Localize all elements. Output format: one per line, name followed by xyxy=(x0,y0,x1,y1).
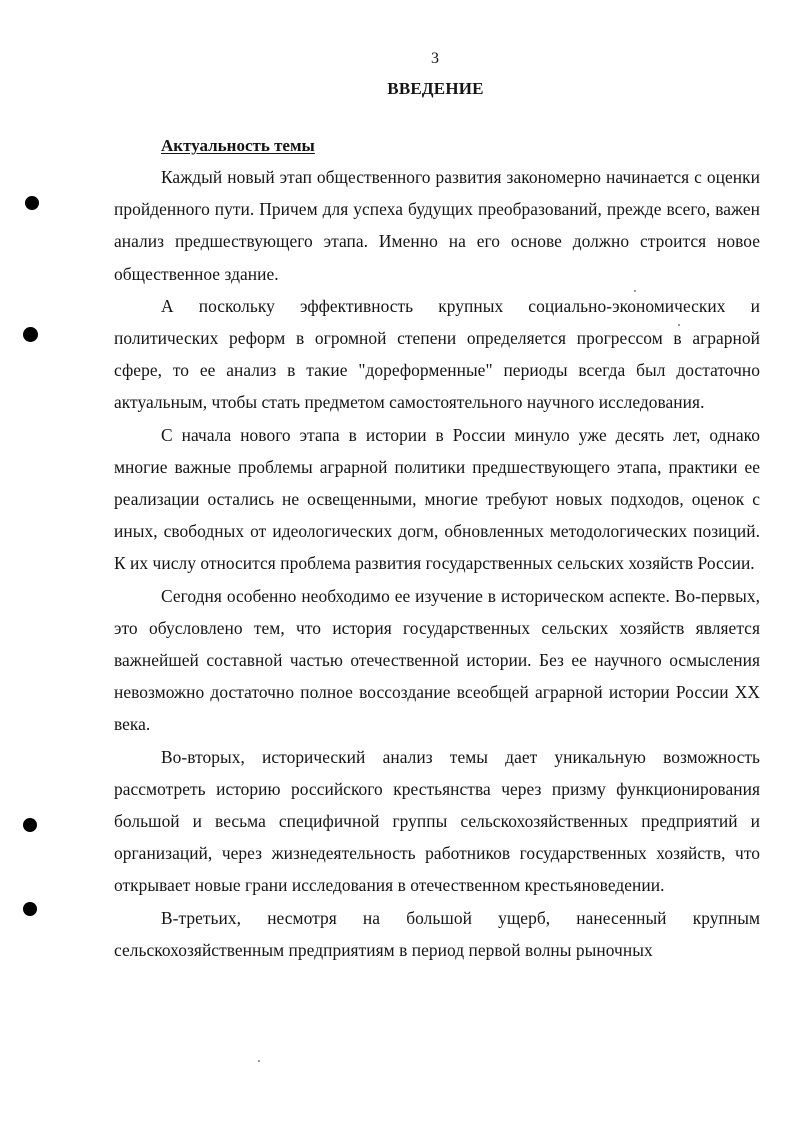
paragraph: В-третьих, несмотря на большой ущерб, нанесенный крупным сельскохозяйственным предприятиям в период первой волны рыночных xyxy=(114,907,760,960)
scan-speck xyxy=(634,290,636,292)
paragraph: С начала нового этапа в истории в России минуло уже десять лет, однако многие важные проблемы аграрной политики предшествующего этапа, практики ее реализации остались не освещенными, многие требуют новых подходов, оценок с иных, свободных от идеологических догм, обновленных методологических позиций. К их числу относится проблема развития государственных сельских хозяйств России. xyxy=(114,424,760,574)
punch-hole xyxy=(23,327,38,342)
punch-hole xyxy=(25,196,39,210)
paragraph: Во-вторых, исторический анализ темы дает уникальную возможность рассмотреть историю российского крестьянства через призму функционирования большой и весьма специфичной группы сельскохозяйственных предприятий и организаций, через жизнедеятельность работников государственных хозяйств, что открывает новые грани исследования в отечественном крестьяноведении. xyxy=(114,746,760,896)
section-heading: Актуальность темы xyxy=(161,136,315,155)
scan-speck xyxy=(678,324,680,326)
page-title: ВВЕДЕНИЕ xyxy=(387,79,484,98)
paragraph: Каждый новый этап общественного развития закономерно начинается с оценки пройденного пути. Причем для успеха будущих преобразований, прежде всего, важен анализ предшествующего этапа. Именно на его основе должно строится новое общественное здание. xyxy=(114,167,760,284)
page-number: 3 xyxy=(431,50,439,67)
paragraph: Сегодня особенно необходимо ее изучение в историческом аспекте. Во-первых, это обусловлено тем, что история государственных сельских хозяйств является важнейшей составной частью отечественной истории. Без ее научного осмысления невозможно достаточно полное воссоздание всеобщей аграрной истории России XX века. xyxy=(114,585,760,735)
punch-hole xyxy=(23,818,37,832)
paragraph: А поскольку эффективность крупных социально-экономических и политических реформ в огромной степени определяется прогрессом в аграрной сфере, то ее анализ в такие "дореформенные" периоды всегда был достаточно актуальным, чтобы стать предметом самостоятельного научного исследования. xyxy=(114,295,760,413)
body-text xyxy=(114,161,760,966)
punch-hole xyxy=(23,902,37,916)
scan-speck xyxy=(258,1060,260,1062)
